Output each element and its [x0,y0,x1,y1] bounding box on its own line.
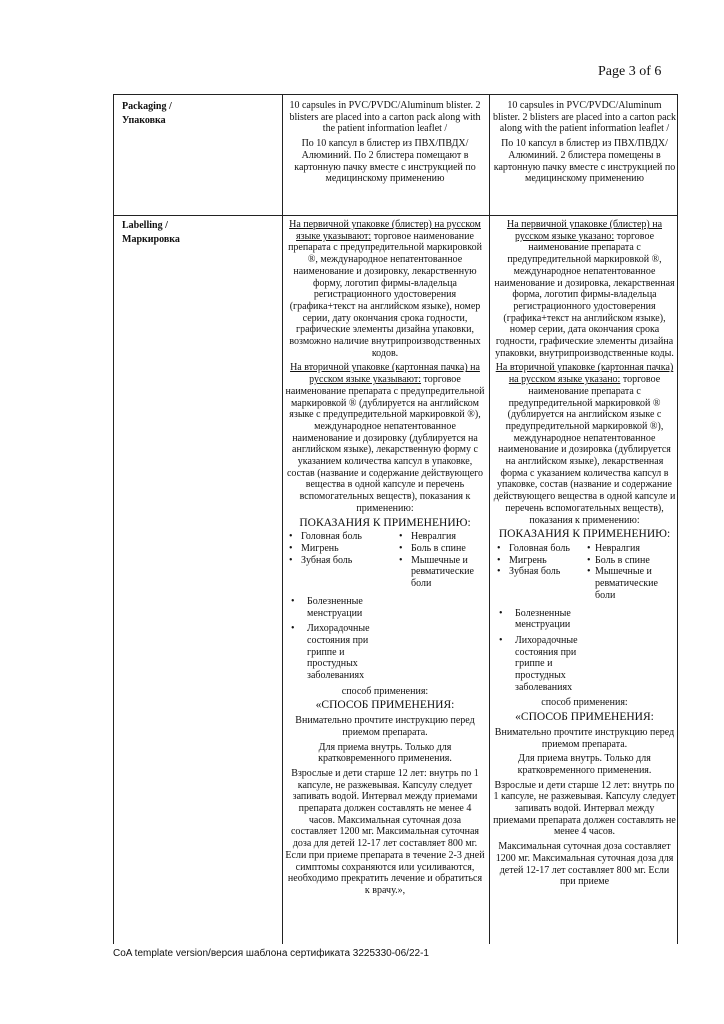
indications-list [493,543,676,602]
indication-item: • Головная боль [285,531,395,543]
indication-item: • Головная боль [493,543,587,555]
method-label: способ применения: [341,685,429,697]
indications-lower [285,596,485,682]
packaging-text-ru: По 10 капсул в блистер из ПВХ/ПВДХ/Алюминий. 2 блистера помещены в картонную пачку вместе с инструкцией по медицинскому применению [493,138,676,185]
indications-column-b [587,543,676,602]
packaging-text-ru: По 10 капсул в блистер из ПВХ/ПВДХ/Алюминий. По 2 блистера помещают в картонную пачку вместе с инструкцией по медицинскому применению [294,138,476,185]
row-divider [114,215,677,216]
indication-item: • Мигрень [285,543,395,555]
method-title: «СПОСОБ ПРИМЕНЕНИЯ: [315,699,455,712]
secondary-packaging-heading: На вторичной упаковке (картонная пачка) на русском языке указано: [495,362,674,386]
indication-item: • Лихорадочные состояния при гриппе и простудных заболеваниях [285,623,387,682]
indications-list [285,531,485,590]
indication-item: • Невралгия [587,543,676,555]
packaging-label-en: Packaging / [122,101,172,112]
method-paragraph-1: Внимательно прочтите инструкцию перед приемом препарата. [494,726,675,750]
indication-item: • Зубная боль [493,566,587,578]
primary-packaging-paragraph [285,219,485,359]
method-label: способ применения: [541,697,628,709]
indication-item: • Мышечные и ревматические боли [587,566,676,601]
indications-title: ПОКАЗАНИЯ К ПРИМЕНЕНИЮ: [498,528,671,541]
secondary-packaging-text: торговое наименование препарата с предупредительной маркировкой ® (дублируется на английском языке с предупредительной маркировкой ®), международное непатентованное наименование и дозировку (дублируется на английском языке), лекарственную форму с указанием количества капсул в упаковке, состав (название и содержание действующего вещества в одной капсуле и перечень вспомогательных веществ), показания к применению: [285,374,485,514]
packaging-cell-3 [493,100,676,188]
method-title: «СПОСОБ ПРИМЕНЕНИЯ: [515,711,654,724]
method-paragraph-4: Максимальная суточная доза составляет 1200 мг. Максимальная суточная доза для детей 12-17 лет составляет 800 мг. Если при приеме [495,841,674,888]
indication-item: • Болезненные менструации [493,608,595,631]
labelling-cell-2 [285,219,485,900]
document-table [113,94,678,944]
packaging-text-en: 10 capsules in PVC/PVDC/Aluminum blister. 2 blisters are placed into a carton pack along with the patient information leaflet / [289,100,481,135]
indications-column-b [395,531,485,590]
indication-item: • Боль в спине [395,543,485,555]
page-number: Page 3 of 6 [598,64,662,79]
method-paragraph-3: Взрослые и дети старше 12 лет: внутрь по 1 капсуле, не разжевывая. Капсулу следует запивать водой. Интервал между приемами препарата должен составлять не менее 4 часов. Максимальная суточная доза составляет 1200 мг. Максимальная суточная доза для детей 12-17 лет составляет 800 мг. Если при приеме препарата в течение 2-3 дней симптомы сохраняются или усиливаются, необходимо прекратить лечение и обратиться к врачу.», [285,767,485,896]
indication-item: • Лихорадочные состояния при гриппе и простудных заболеваниях [493,635,595,694]
indication-item: • Зубная боль [285,555,395,567]
indication-item: • Боль в спине [587,555,676,567]
method-paragraph-2: Для приема внутрь. Только для кратковременного применения. [318,741,452,765]
column-divider [282,95,283,944]
primary-packaging-heading: На первичной упаковке (блистер) на русском языке указывают: [289,219,481,242]
secondary-packaging-text: торговое наименование препарата с предупредительной маркировкой ® (дублируется на английском языке с предупредительной маркировкой ®), международное непатентованное наименование и дозировка (дублируется на английском языке), лекарственная форма с указанием количества капсул в упаковке, состав (название и содержание действующего вещества в одной капсуле и перечень вспомогательных веществ), показания к применению: [493,374,676,526]
primary-packaging-paragraph [493,219,676,359]
indication-item: • Мышечные и ревматические боли [395,555,485,590]
packaging-cell-2 [285,100,485,188]
secondary-packaging-heading: На вторичной упаковке (картонная пачка) на русском языке указывают: [290,362,480,386]
packaging-label-ru: Упаковка [122,115,166,126]
secondary-packaging-paragraph [493,362,676,526]
indication-item: • Болезненные менструации [285,596,387,619]
indications-column-a [493,543,587,602]
indications-lower [493,608,676,694]
method-paragraph-3: Взрослые и дети старше 12 лет: внутрь по 1 капсуле, не разжевывая. Капсулу следует запивать водой. Интервал между приемами препарата должен составлять не менее 4 часов. [493,779,676,838]
indication-item: • Невралгия [395,531,485,543]
labelling-label-en: Labelling / [122,220,168,231]
indications-column-a [285,531,395,590]
column-divider [489,95,490,944]
secondary-packaging-paragraph [285,362,485,514]
indications-title: ПОКАЗАНИЯ К ПРИМЕНЕНИЮ: [299,516,471,529]
primary-packaging-heading: На первичной упаковке (блистер) на русском языке указано: [506,219,663,242]
method-paragraph-2: Для приема внутрь. Только для кратковременного применения. [517,753,652,776]
indication-item: • Мигрень [493,555,587,567]
packaging-label [122,100,272,128]
packaging-text-en: 10 capsules in PVC/PVDC/Aluminum blister. 2 blisters are placed into a carton pack along with the patient information leaflet / [493,100,676,135]
footer-template-version: CoA template version/версия шаблона сертификата 3225330-06/22-1 [113,948,429,959]
method-paragraph-1: Внимательно прочтите инструкцию перед приемом препарата. [295,715,475,738]
primary-packaging-text: торговое наименование препарата с предупредительной маркировкой ®, международное непатентованное наименование и дозировку, лекарственную форму, логотип фирмы-владельца регистрационного удостоверения (графика+текст на английском языке), номер серии, дату окончания срока годности, графические элементы дизайна упаковки, возможно наличие внутрипроизводственных кодов. [288,230,482,359]
labelling-label [122,219,272,247]
labelling-cell-3 [493,219,676,891]
primary-packaging-text: торговое наименование препарата с предупредительной маркировкой ®, международное непатентованное наименование и дозировка, лекарственная форма, логотип фирмы-владельца регистрационного удостоверения (графика+текст на английском языке), номер серии, дата окончания срока годности, графические элементы дизайна упаковки, внутрипроизводственные коды. [494,230,675,359]
labelling-label-ru: Маркировка [122,234,180,245]
